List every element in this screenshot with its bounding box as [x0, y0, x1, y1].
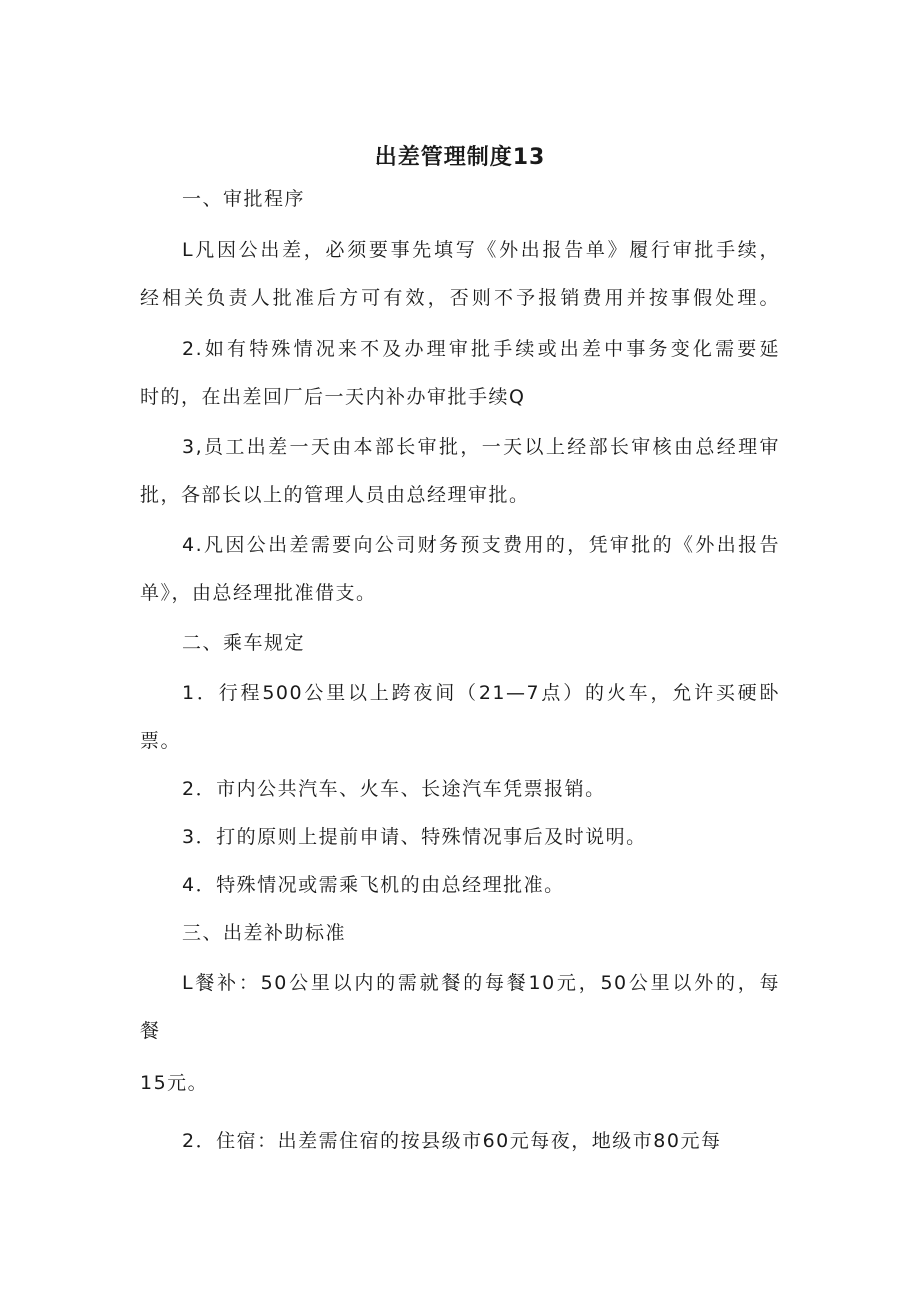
paragraph-line: L餐补：50公里以内的需就餐的每餐10元，50公里以外的，每 [182, 972, 780, 994]
section-heading-allowance: 三、出差补助标准 [182, 922, 347, 944]
paragraph-line: L凡因公出差，必须要事先填写《外出报告单》履行审批手续， [182, 239, 780, 261]
section-heading-approval: 一、审批程序 [182, 188, 306, 210]
paragraph-line: 15元。 [140, 1072, 209, 1094]
paragraph-line: 2.如有特殊情况来不及办理审批手续或出差中事务变化需要延 [182, 338, 780, 360]
paragraph-line: 时的，在出差回厂后一天内补办审批手续Q [140, 386, 526, 408]
paragraph-line: 批，各部长以上的管理人员由总经理审批。 [140, 484, 530, 506]
paragraph-line: 票。 [140, 730, 182, 752]
paragraph-line: 3．打的原则上提前申请、特殊情况事后及时说明。 [182, 826, 647, 848]
paragraph-line: 单》，由总经理批准借支。 [140, 582, 377, 604]
paragraph-line: 4．特殊情况或需乘飞机的由总经理批准。 [182, 874, 565, 896]
document-title: 出差管理制度13 [374, 145, 546, 170]
paragraph-line: 4.凡因公出差需要向公司财务预支费用的，凭审批的《外出报告 [182, 534, 780, 556]
paragraph-line: 餐 [140, 1020, 161, 1042]
paragraph-line: 3,员工出差一天由本部长审批，一天以上经部长审核由总经理审 [182, 436, 780, 458]
paragraph-line: 2．市内公共汽车、火车、长途汽车凭票报销。 [182, 778, 606, 800]
section-heading-transport: 二、乘车规定 [182, 632, 306, 654]
paragraph-line: 1．行程500公里以上跨夜间（21—7点）的火车，允许买硬卧 [182, 682, 780, 704]
paragraph-line: 2．住宿：出差需住宿的按县级市60元每夜，地级市80元每 [182, 1130, 722, 1152]
paragraph-line: 经相关负责人批准后方可有效，否则不予报销费用并按事假处理。 [140, 287, 780, 309]
